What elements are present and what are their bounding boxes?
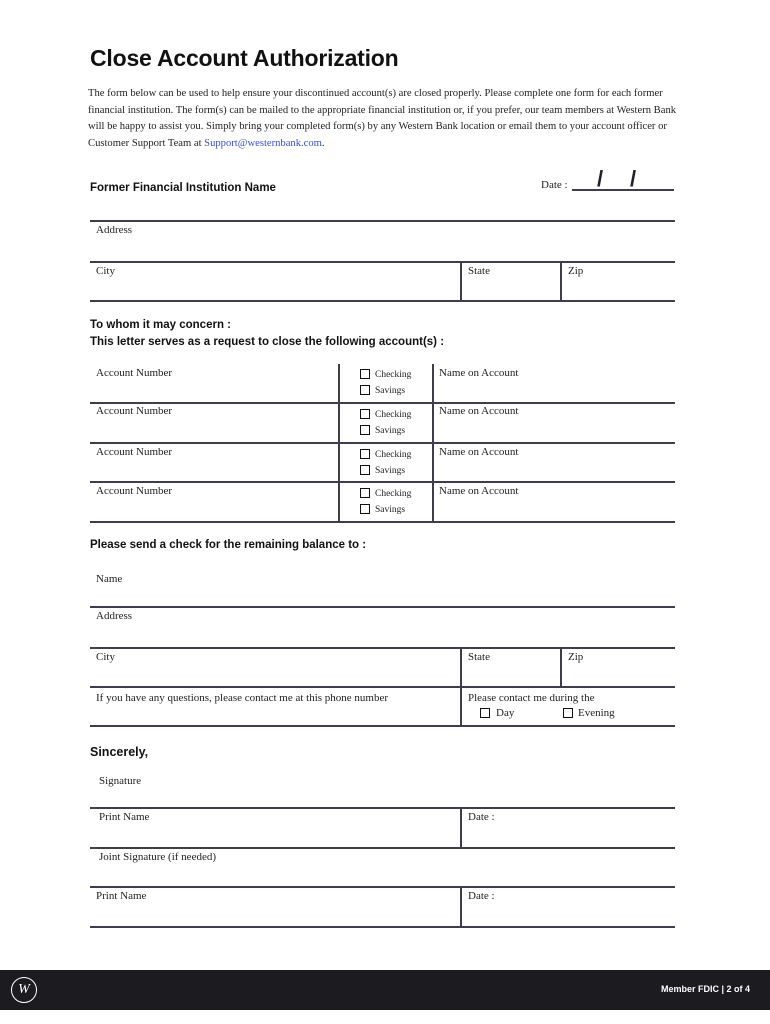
checking-label: Checking: [375, 450, 412, 460]
name-on-account-label: Name on Account: [439, 446, 519, 458]
checking-checkbox[interactable]: [360, 488, 370, 498]
intro-text: The form below can be used to help ensure your discontinued account(s) are closed properly. Please complete one form for each former financial institution. The form(s) can be mailed to the appropriate financial institution or, if you prefer, our team members at Western Bank will be happy to assist you. Simply bring your completed form(s) by any Western Bank location or email them to your account officer or Customer Support Team at: [88, 88, 677, 149]
salutation: To whom it may concern :: [90, 319, 231, 331]
page-title: Close Account Authorization: [90, 45, 399, 71]
joint-print-name-field[interactable]: [90, 888, 460, 926]
date-label: Date :: [468, 811, 495, 823]
account-number-label: Account Number: [96, 367, 173, 379]
phone-label: If you have any questions, please contact me at this phone number: [96, 692, 389, 704]
divider: [90, 725, 675, 727]
remit-state-field[interactable]: [462, 649, 560, 686]
joint-signature-label: Joint Signature (if needed): [99, 851, 216, 863]
print-name-label: Print Name: [96, 890, 147, 902]
request-statement: This letter serves as a request to close the following account(s) :: [90, 336, 445, 348]
savings-checkbox[interactable]: [360, 465, 370, 475]
logo-letter: W: [18, 982, 30, 997]
name-label: Name: [96, 573, 123, 585]
institution-zip-field[interactable]: [562, 263, 675, 300]
sincerely-heading: Sincerely,: [90, 745, 149, 759]
institution-city-field[interactable]: [90, 263, 460, 300]
account-number-label: Account Number: [96, 446, 173, 458]
name-on-account-field[interactable]: [434, 483, 675, 521]
remit-name-field[interactable]: [90, 566, 675, 606]
name-on-account-field[interactable]: [434, 444, 675, 481]
savings-checkbox[interactable]: [360, 504, 370, 514]
account-number-field[interactable]: [90, 483, 338, 521]
intro-paragraph: [88, 86, 678, 152]
signature-field[interactable]: [90, 768, 675, 807]
divider: [90, 926, 675, 928]
day-checkbox[interactable]: [480, 708, 490, 718]
address-label: Address: [96, 224, 133, 236]
remit-zip-field[interactable]: [562, 649, 675, 686]
city-label: City: [96, 265, 115, 277]
checking-label: Checking: [375, 489, 412, 499]
account-number-field[interactable]: [90, 364, 338, 402]
institution-heading: Former Financial Institution Name: [90, 182, 276, 194]
name-on-account-label: Name on Account: [439, 367, 519, 379]
date-underline[interactable]: [572, 189, 674, 191]
remit-city-field[interactable]: [90, 649, 460, 686]
checking-checkbox[interactable]: [360, 369, 370, 379]
contact-time-label: Please contact me during the: [468, 692, 595, 704]
print-name-field[interactable]: [90, 809, 460, 847]
phone-number-field[interactable]: [90, 688, 460, 725]
institution-address-field[interactable]: [90, 222, 675, 261]
remit-address-field[interactable]: [90, 608, 675, 647]
checking-checkbox[interactable]: [360, 409, 370, 419]
support-email-link[interactable]: Support@westernbank.com: [204, 137, 322, 149]
divider: [432, 364, 434, 523]
footer-text: Member FDIC | 2 of 4: [660, 984, 750, 994]
western-bank-logo-icon: [11, 977, 37, 1003]
state-label: State: [468, 265, 490, 277]
name-on-account-field[interactable]: [434, 404, 675, 442]
date-slash: /: [597, 166, 604, 191]
date-label: Date :: [468, 890, 495, 902]
savings-label: Savings: [375, 505, 406, 515]
city-label: City: [96, 651, 115, 663]
account-number-label: Account Number: [96, 405, 173, 417]
evening-checkbox[interactable]: [563, 708, 573, 718]
zip-label: Zip: [568, 651, 584, 663]
savings-label: Savings: [375, 386, 406, 396]
joint-date-field[interactable]: [462, 888, 675, 926]
checking-label: Checking: [375, 370, 412, 380]
signature-label: Signature: [99, 775, 142, 787]
divider: [90, 300, 675, 302]
intro-end: .: [321, 137, 325, 149]
name-on-account-label: Name on Account: [439, 485, 519, 497]
date-label: Date :: [541, 179, 568, 191]
joint-signature-field[interactable]: [90, 849, 675, 886]
checking-label: Checking: [375, 410, 412, 420]
divider: [338, 364, 340, 523]
evening-label: Evening: [578, 707, 615, 719]
account-number-label: Account Number: [96, 485, 173, 497]
day-label: Day: [496, 707, 515, 719]
checking-checkbox[interactable]: [360, 449, 370, 459]
zip-label: Zip: [568, 265, 584, 277]
savings-checkbox[interactable]: [360, 385, 370, 395]
account-number-field[interactable]: [90, 444, 338, 481]
address-label: Address: [96, 610, 133, 622]
signature-date-field[interactable]: [462, 809, 675, 847]
divider: [90, 521, 675, 523]
institution-state-field[interactable]: [462, 263, 560, 300]
savings-label: Savings: [375, 466, 406, 476]
name-on-account-field[interactable]: [434, 364, 675, 402]
savings-checkbox[interactable]: [360, 425, 370, 435]
print-name-label: Print Name: [99, 811, 150, 823]
footer-bar: [0, 970, 770, 1010]
name-on-account-label: Name on Account: [439, 405, 519, 417]
date-slash: /: [630, 166, 637, 191]
savings-label: Savings: [375, 426, 406, 436]
remit-heading: Please send a check for the remaining balance to :: [90, 539, 367, 551]
account-number-field[interactable]: [90, 404, 338, 442]
state-label: State: [468, 651, 490, 663]
